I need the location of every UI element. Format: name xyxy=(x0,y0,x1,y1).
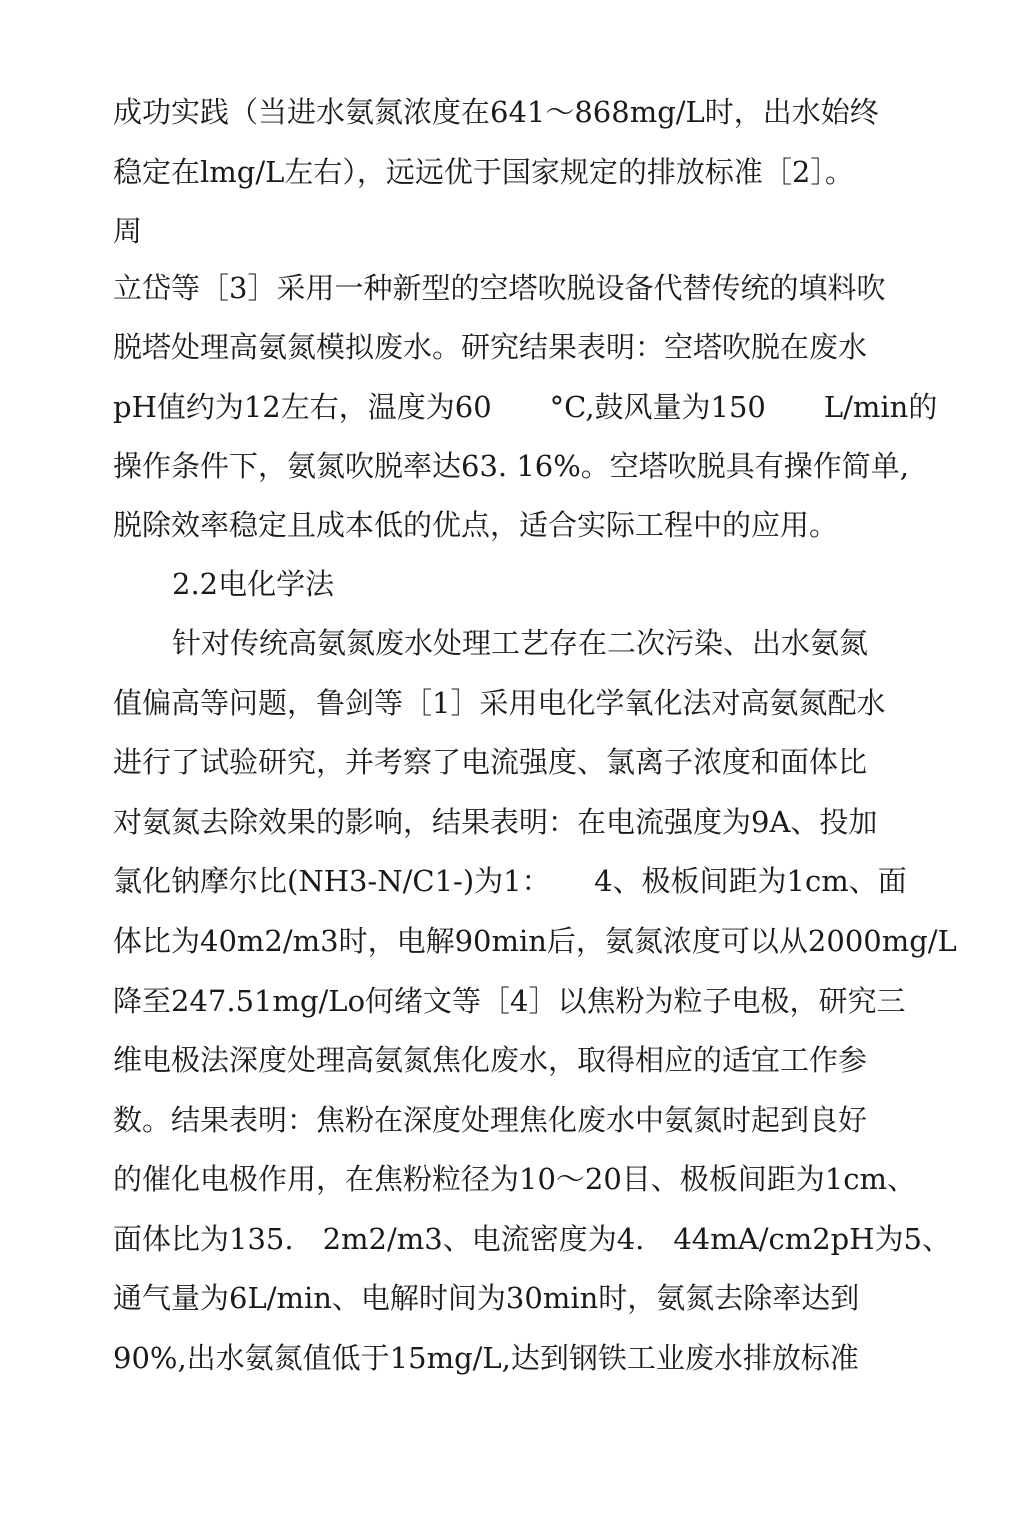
text-line: 体比为40m2/m3时，电解90min后，氨氮浓度可以从2000mg/L xyxy=(113,924,957,958)
text-line: 数。结果表明：焦粉在深度处理焦化废水中氨氮时起到良好 xyxy=(113,1103,868,1137)
text-line: 降至247.51mg/Lo何绪文等［4］以焦粉为粒子电极，研究三 xyxy=(113,984,906,1018)
text-line: 进行了试验研究，并考察了电流强度、氯离子浓度和面体比 xyxy=(113,745,868,779)
text-line: 值偏高等问题，鲁剑等［1］采用电化学氧化法对高氨氮配水 xyxy=(113,686,886,720)
text-line: 维电极法深度处理高氨氮焦化废水，取得相应的适宜工作参 xyxy=(113,1043,868,1077)
text-line: 操作条件下，氨氮吹脱率达63. 16%。空塔吹脱具有操作简单, xyxy=(113,449,910,483)
text-line: 氯化钠摩尔比(NH3-N/C1-)为1： 4、极板间距为1cm、面 xyxy=(113,864,907,898)
text-line: 稳定在lmg/L左右），远远优于国家规定的排放标准［2］。 xyxy=(113,155,854,189)
text-line: 脱除效率稳定且成本低的优点，适合实际工程中的应用。 xyxy=(113,508,839,542)
text-line: 的催化电极作用，在焦粉粒径为10～20目、极板间距为1cm、 xyxy=(113,1162,916,1196)
text-line: 对氨氮去除效果的影响，结果表明：在电流强度为9A、投加 xyxy=(113,805,878,839)
text-line: 面体比为135. 2m2/m3、电流密度为4. 44mA/cm2pH为5、 xyxy=(113,1222,951,1256)
text-line: 脱塔处理高氨氮模拟废水。研究结果表明：空塔吹脱在废水 xyxy=(113,330,868,364)
text-line: 90%,出水氨氮值低于15mg/L,达到钢铁工业废水排放标准 xyxy=(113,1341,859,1375)
text-line: 成功实践（当进水氨氮浓度在641～868mg/L时，出水始终 xyxy=(113,95,879,129)
text-line: pH值约为12左右，温度为60 °C,鼓风量为150 L/min的 xyxy=(113,390,938,424)
section-heading: 2.2电化学法 xyxy=(172,567,335,601)
text-line: 通气量为6L/min、电解时间为30min时，氨氮去除率达到 xyxy=(113,1281,860,1315)
text-line: 针对传统高氨氮废水处理工艺存在二次污染、出水氨氮 xyxy=(172,626,869,660)
text-line: 周 xyxy=(113,214,143,248)
text-line: 立岱等［3］采用一种新型的空塔吹脱设备代替传统的填料吹 xyxy=(113,271,886,305)
